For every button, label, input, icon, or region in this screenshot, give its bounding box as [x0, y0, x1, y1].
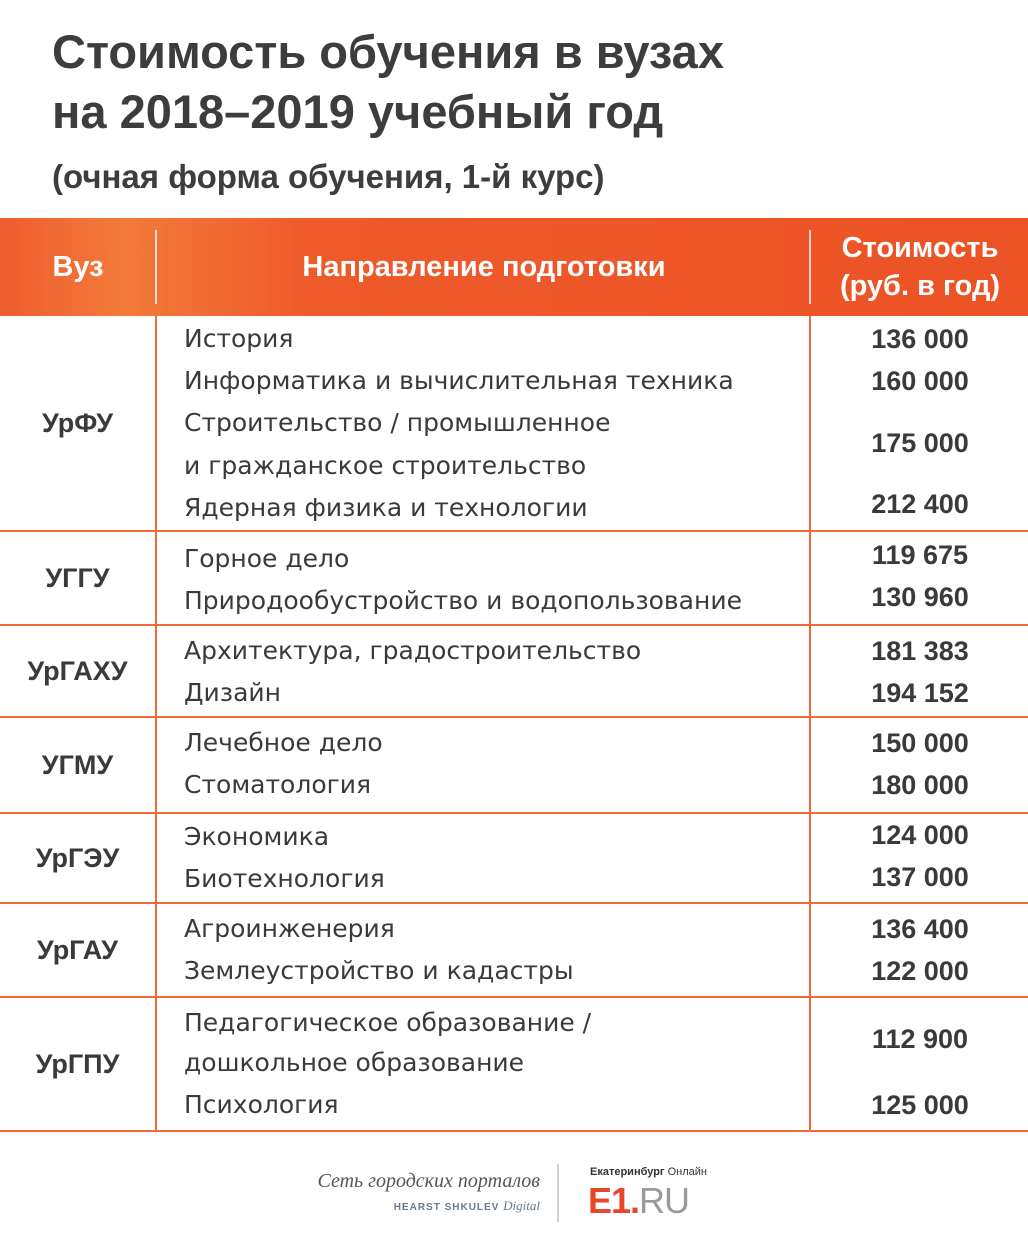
price-value: 125 000 [871, 1090, 969, 1120]
column-divider [155, 998, 157, 1130]
column-divider [809, 998, 811, 1130]
direction-line: Агроинженерия [184, 914, 395, 943]
direction-line: Строительство / промышленное [184, 408, 611, 437]
price-value: 175 000 [871, 428, 969, 458]
price-value: 150 000 [871, 728, 969, 758]
table-group-urgau [0, 904, 1028, 998]
portals-logo-text: Сеть городских порталов [317, 1170, 540, 1192]
header-cost [812, 218, 1028, 316]
column-divider [809, 718, 811, 812]
vuz-name: УрГПУ [35, 1048, 120, 1079]
page-title [52, 22, 1012, 142]
ekb-city-text: Екатеринбург [590, 1166, 665, 1178]
header-cost-line-2: (руб. в год) [839, 270, 1001, 302]
header-divider [155, 230, 157, 304]
price-value: 194 152 [871, 678, 969, 708]
column-divider [155, 814, 157, 902]
column-divider [155, 532, 157, 624]
column-divider [155, 718, 157, 812]
title-line-2: на 2018–2019 учебный год [52, 85, 664, 138]
e1-logo-ru: RU [639, 1180, 690, 1221]
header-direction: Направление подготовки [302, 251, 666, 283]
direction-line: Психология [184, 1090, 339, 1119]
e1-logo [588, 1180, 689, 1222]
header-divider [809, 230, 811, 304]
table-header [0, 218, 1028, 316]
price-value: 212 400 [871, 489, 969, 519]
column-divider [809, 626, 811, 716]
direction-line: Природообустройство и водопользование [184, 586, 742, 615]
vuz-name: УГМУ [41, 749, 114, 780]
direction-line: Архитектура, градостроительство [184, 636, 642, 665]
column-divider [155, 316, 157, 530]
column-divider [809, 532, 811, 624]
ekb-online-word: Онлайн [667, 1166, 707, 1178]
column-divider [809, 316, 811, 530]
direction-line: Биотехнология [184, 864, 385, 893]
direction-line: Землеустройство и кадастры [184, 956, 574, 985]
table-group-uggu [0, 532, 1028, 626]
table-group-ugmu [0, 718, 1028, 814]
price-value: 122 000 [871, 956, 969, 986]
column-divider [155, 626, 157, 716]
price-value: 124 000 [871, 820, 969, 850]
direction-line: Стоматология [184, 770, 372, 799]
page-subtitle: (очная форма обучения, 1-й курс) [52, 158, 605, 195]
price-value: 112 900 [871, 1024, 969, 1054]
column-divider [155, 904, 157, 996]
column-divider [809, 904, 811, 996]
footer-divider [557, 1164, 559, 1222]
direction-line: Педагогическое образование / [184, 1008, 592, 1037]
header-cost-line-1: Стоимость [841, 232, 999, 264]
price-value: 181 383 [871, 636, 969, 666]
e1-logo-mark: E1. [588, 1180, 640, 1221]
table-group-urgahu [0, 626, 1028, 718]
vuz-name: УГГУ [45, 562, 110, 593]
table-group-urgeu [0, 814, 1028, 904]
vuz-name: УрГЭУ [35, 842, 120, 873]
vuz-name: УрГАХУ [27, 655, 128, 686]
direction-line: и гражданское строительство [184, 451, 587, 480]
hearst-brand-text: HEARST SHKULEV [393, 1202, 500, 1213]
ekb-online-text [590, 1166, 707, 1178]
direction-line: История [184, 324, 294, 353]
vuz-name: УрФУ [41, 407, 114, 438]
direction-line: дошкольное образование [184, 1048, 525, 1077]
price-value: 137 000 [871, 862, 969, 892]
title-line-1: Стоимость обучения в вузах [52, 25, 724, 78]
footer-logos [0, 1160, 1028, 1230]
hearst-logo [290, 1198, 540, 1214]
price-value: 119 675 [871, 540, 969, 570]
price-value: 160 000 [871, 366, 969, 396]
direction-line: Информатика и вычислительная техника [184, 366, 734, 395]
table-group-urgpu [0, 998, 1028, 1132]
direction-line: Дизайн [184, 678, 281, 707]
direction-line: Ядерная физика и технологии [184, 493, 588, 522]
price-value: 136 000 [871, 324, 969, 354]
direction-line: Лечебное дело [184, 728, 383, 757]
column-divider [809, 814, 811, 902]
price-value: 180 000 [871, 770, 969, 800]
vuz-name: УрГАУ [36, 934, 119, 965]
price-value: 136 400 [871, 914, 969, 944]
table-group-urfu [0, 316, 1028, 532]
price-value: 130 960 [871, 582, 969, 612]
direction-line: Горное дело [184, 544, 350, 573]
header-vuz: Вуз [52, 251, 104, 283]
direction-line: Экономика [184, 822, 330, 851]
hearst-digital-text: Digital [503, 1198, 540, 1213]
